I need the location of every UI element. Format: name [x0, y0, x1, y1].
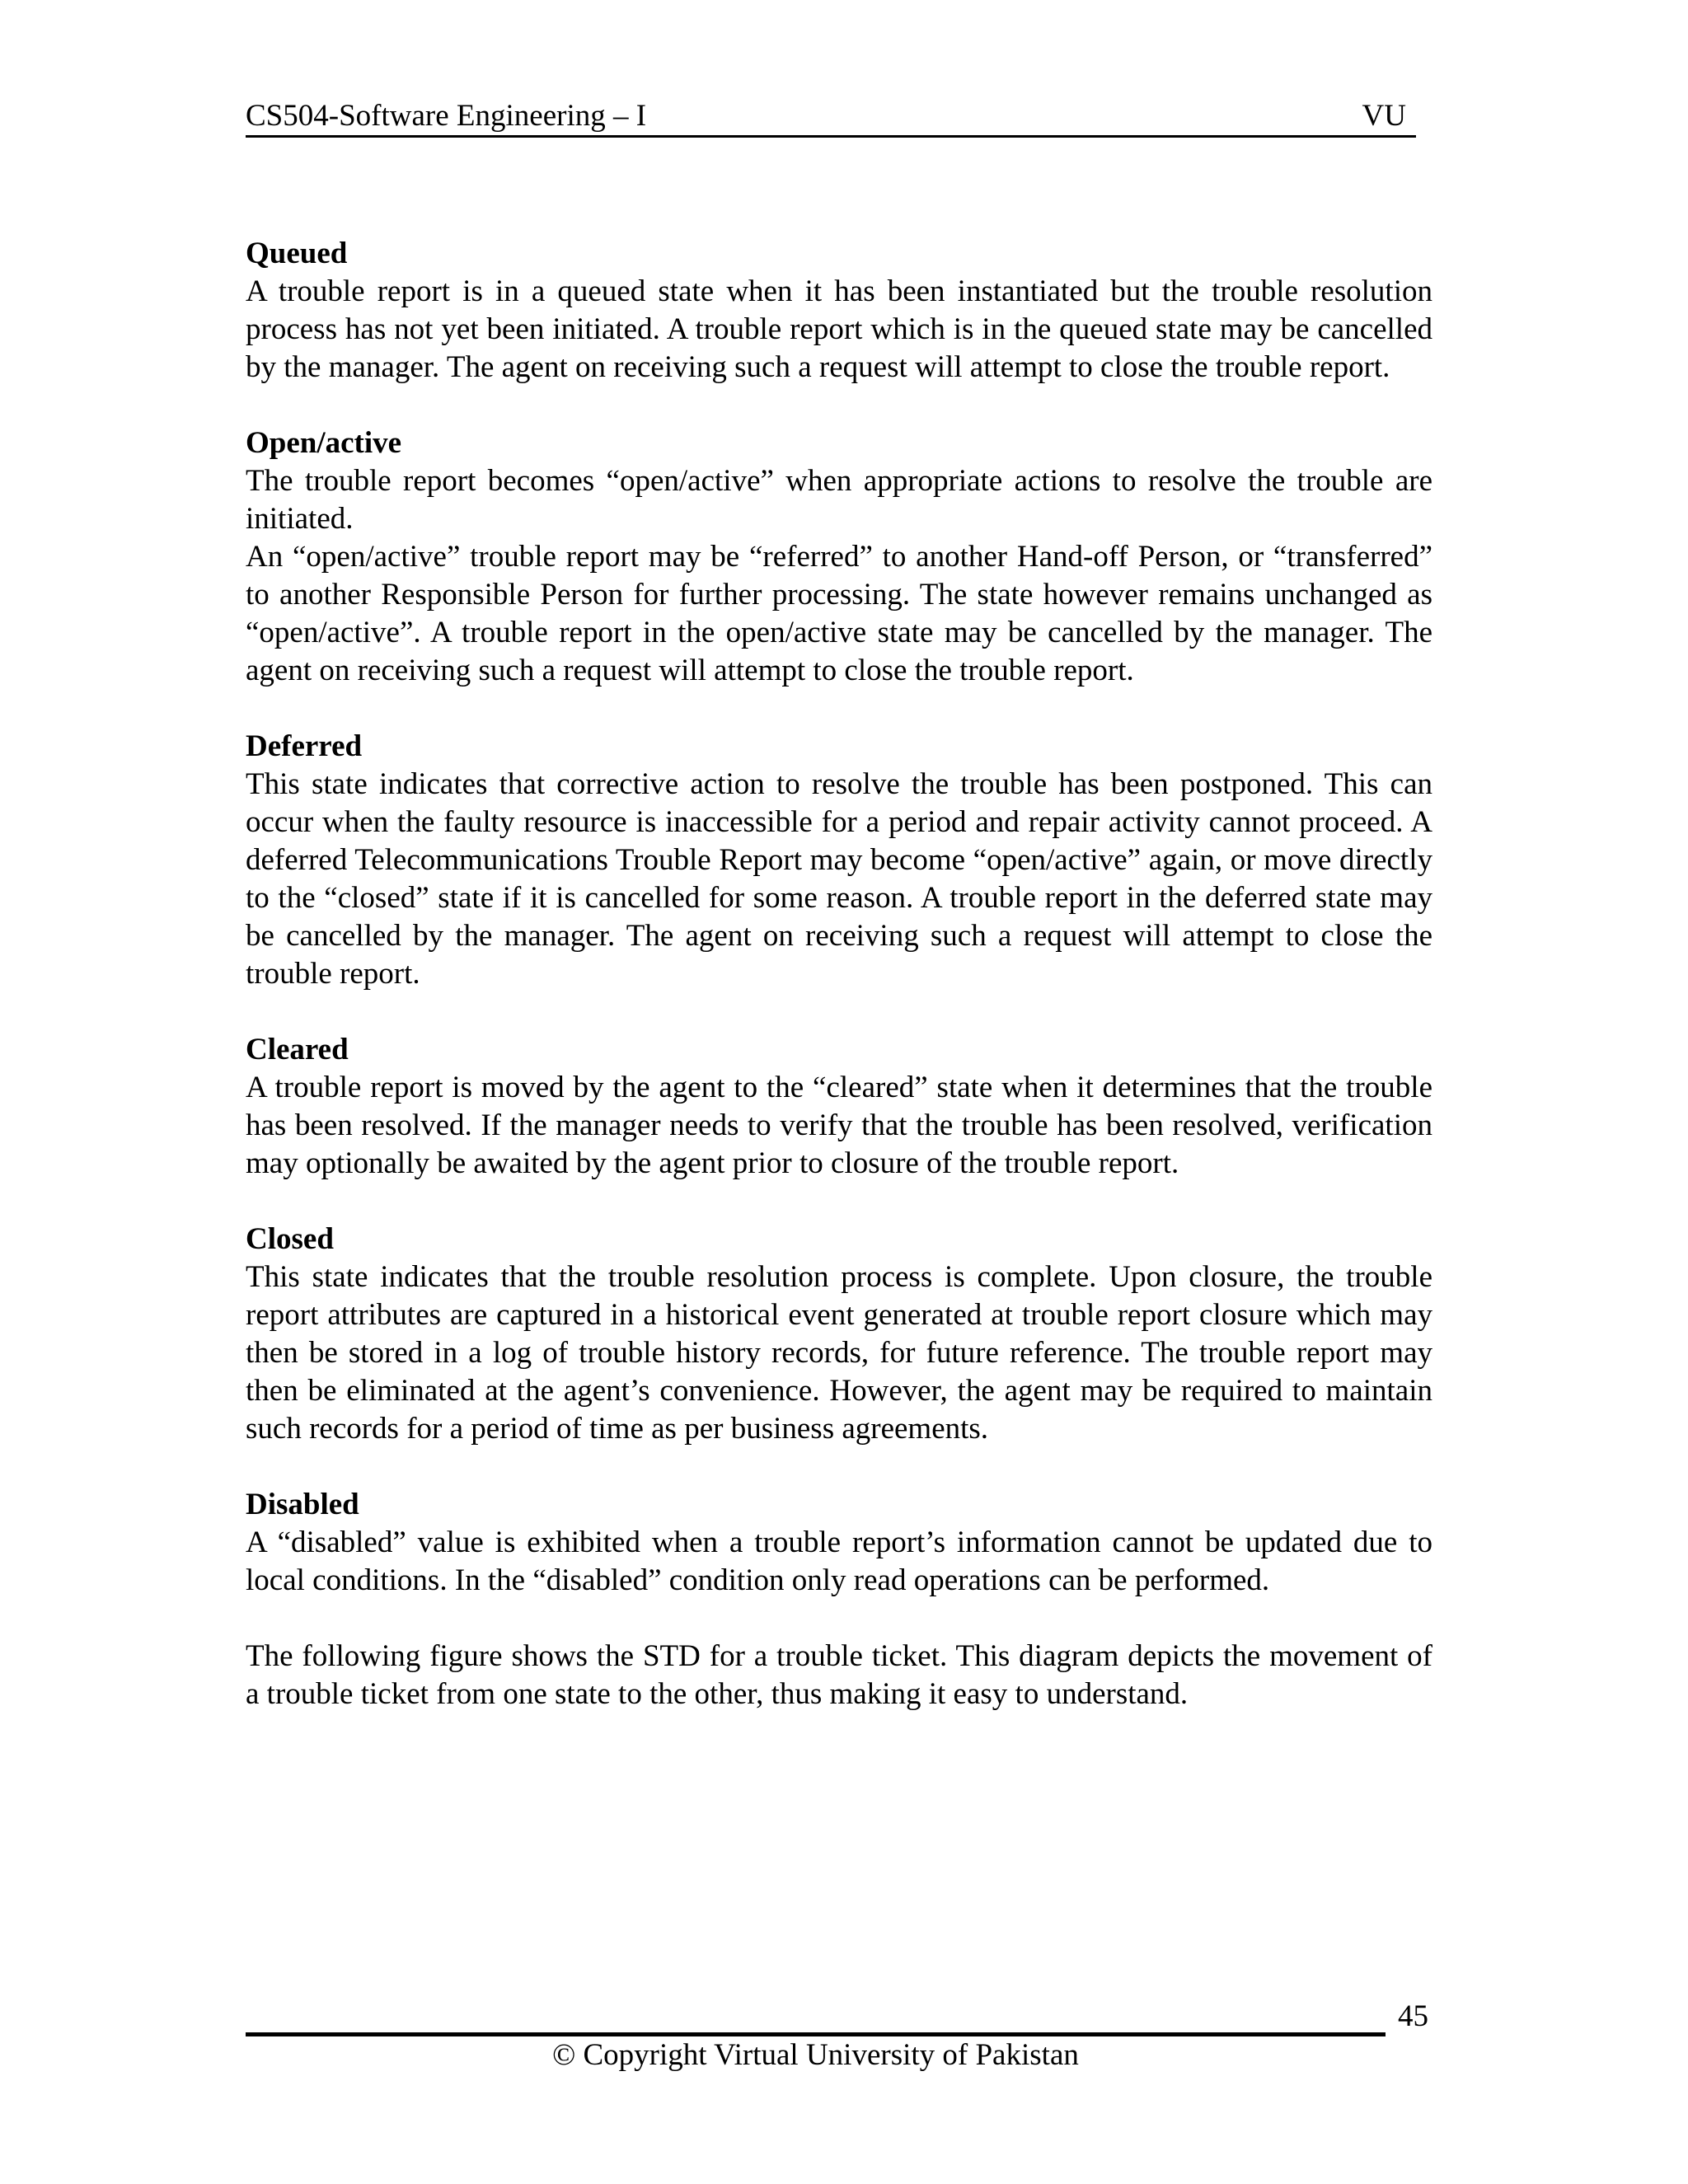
section-paragraph: An “open/active” trouble report may be “referred” to another Hand-off Person, or “transferred” to another Responsible Person for further processing. The state however remains unchanged as “open/active”. A trouble report in the open/active state may be cancelled by the manager. The agent on receiving such a request will attempt to close the trouble report. [246, 540, 1432, 687]
section-closed [246, 1221, 1432, 1448]
section-paragraph: A trouble report is moved by the agent to the “cleared” state when it determines that the trouble has been resolved. If the manager needs to verify that the trouble has been resolved, verification may optionally be awaited by the agent prior to closure of the trouble report. [246, 1071, 1432, 1180]
section-paragraph: This state indicates that the trouble resolution process is complete. Upon closure, the trouble report attributes are captured in a historical event generated at trouble report closure which may then be stored in a log of trouble history records, for future reference. The trouble report may then be eliminated at the agent’s convenience. However, the agent may be required to maintain such records for a period of time as per business agreements. [246, 1260, 1432, 1446]
page-header [246, 97, 1416, 138]
closing-paragraph: The following figure shows the STD for a trouble ticket. This diagram depicts the movement of a trouble ticket from one state to the other, thus making it easy to understand. [246, 1639, 1432, 1711]
section-queued [246, 235, 1432, 387]
section-open-active [246, 424, 1432, 690]
page-number: 45 [1398, 1999, 1428, 2033]
document-body [246, 235, 1432, 1713]
section-cleared [246, 1031, 1432, 1183]
course-title: CS504-Software Engineering – I [246, 99, 647, 133]
section-heading: Open/active [246, 426, 402, 460]
institution-abbrev: VU [1362, 99, 1406, 133]
section-heading: Disabled [246, 1488, 359, 1521]
section-heading: Closed [246, 1222, 334, 1256]
section-paragraph: A trouble report is in a queued state when it has been instantiated but the trouble resolution process has not yet been initiated. A trouble report which is in the queued state may be cancelled by the manager. The agent on receiving such a request will attempt to close the trouble report. [246, 274, 1432, 384]
section-paragraph: The trouble report becomes “open/active” when appropriate actions to resolve the trouble are initiated. [246, 464, 1432, 536]
copyright-notice: © Copyright Virtual University of Pakistan [552, 2038, 1079, 2072]
section-paragraph: This state indicates that corrective action to resolve the trouble has been postponed. This can occur when the faulty resource is inaccessible for a period and repair activity cannot proceed. A deferred Telecommunications Trouble Report may become “open/active” again, or move directly to the “closed” state if it is cancelled for some reason. A trouble report in the deferred state may be cancelled by the manager. The agent on receiving such a request will attempt to close the trouble report. [246, 767, 1432, 991]
section-heading: Queued [246, 237, 348, 270]
section-deferred [246, 728, 1432, 993]
section-heading: Cleared [246, 1033, 349, 1066]
section-heading: Deferred [246, 729, 363, 763]
section-paragraph: A “disabled” value is exhibited when a trouble report’s information cannot be updated due to local conditions. In the “disabled” condition only read operations can be performed. [246, 1526, 1432, 1597]
section-disabled [246, 1486, 1432, 1600]
